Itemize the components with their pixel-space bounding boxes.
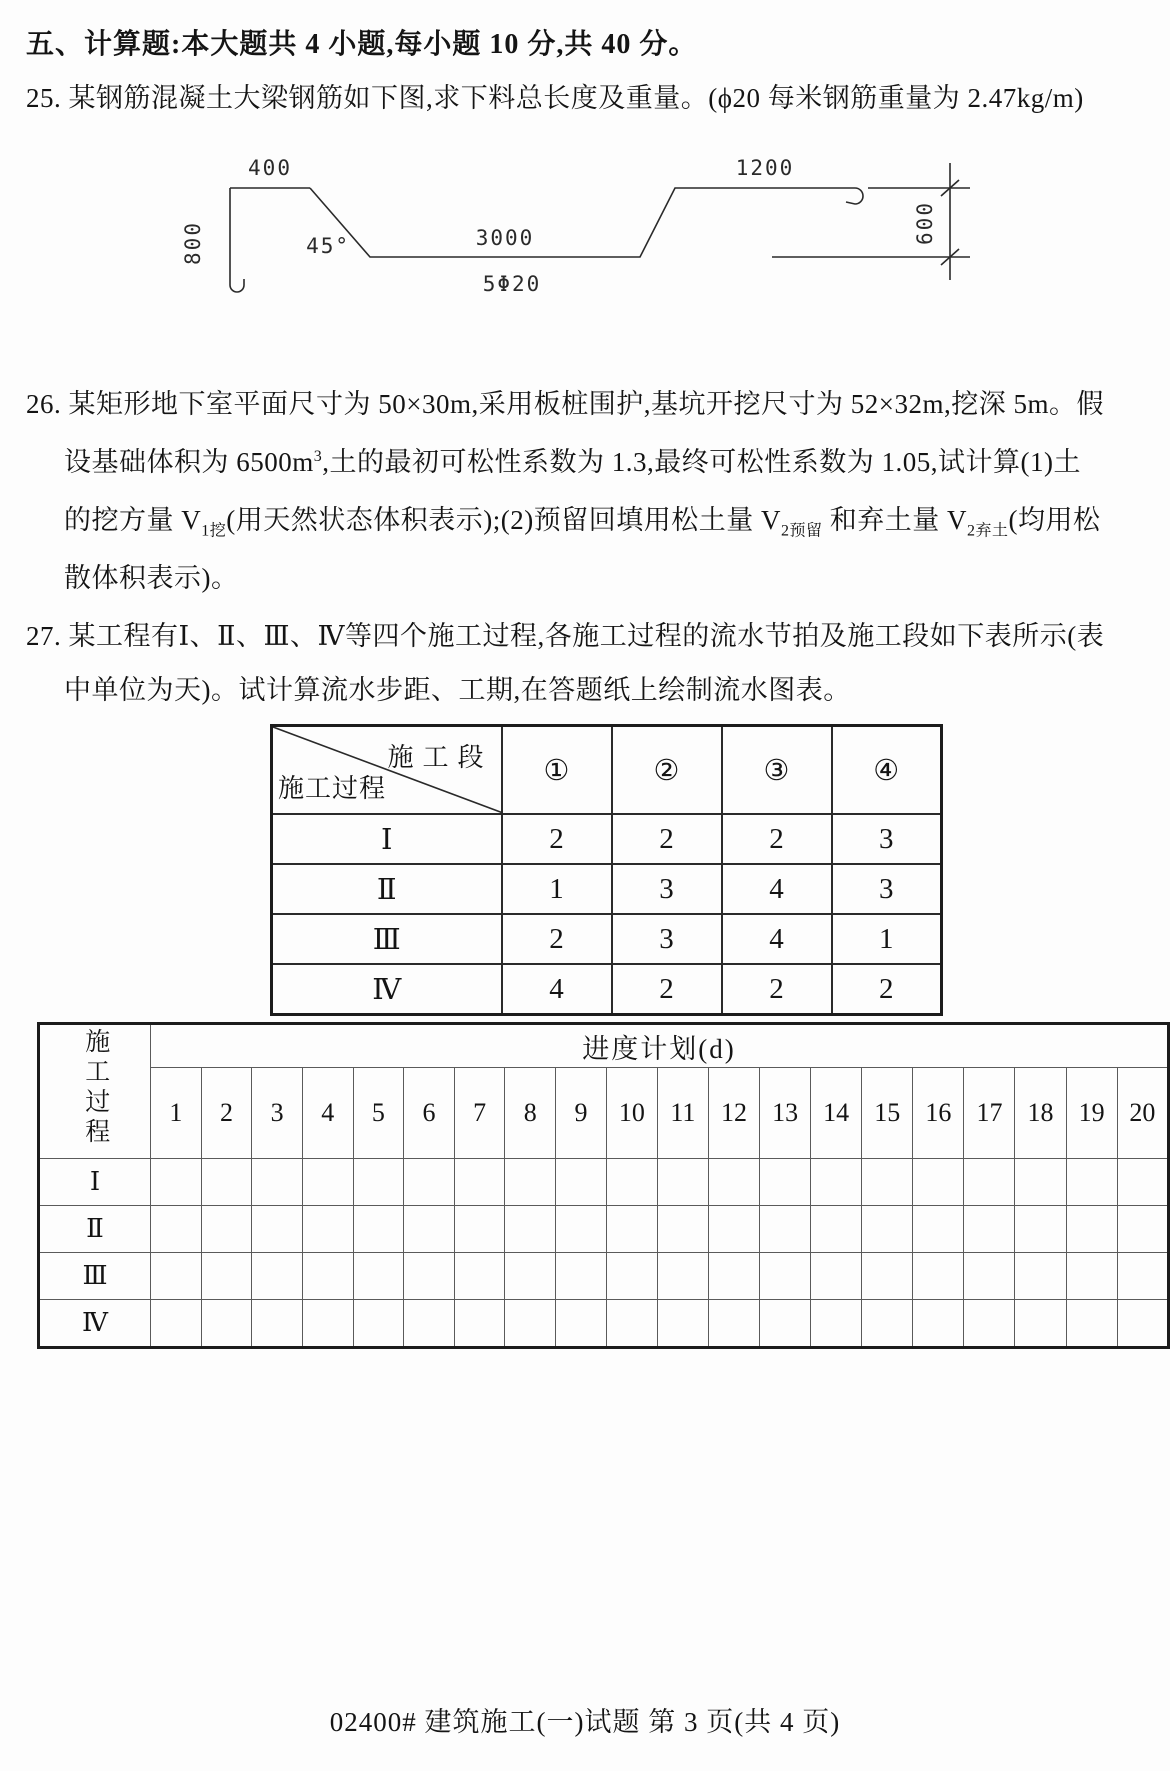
- q26-line3-text-c: 和弃土量 V: [822, 505, 967, 535]
- rhythm-table: [270, 724, 943, 1016]
- schedule-empty-cell: [556, 1206, 607, 1253]
- rhythm-row-label: Ⅱ: [272, 864, 502, 914]
- schedule-empty-cell: [657, 1300, 708, 1348]
- q26-subscript-v1: 1挖: [201, 522, 227, 540]
- q26-line2-text-a: 设基础体积为 6500m: [64, 447, 314, 477]
- schedule-process-header-text: 施工过程: [81, 1028, 109, 1148]
- dim-3000-label: 3000: [475, 226, 535, 250]
- rhythm-value: 2: [832, 964, 942, 1015]
- schedule-empty-cell: [1015, 1253, 1066, 1300]
- schedule-day-header: 20: [1117, 1068, 1168, 1159]
- rhythm-col-header-3: ③: [722, 726, 832, 815]
- schedule-empty-cell: [913, 1159, 964, 1206]
- schedule-empty-cell: [657, 1159, 708, 1206]
- q26-subscript-v2-discard: 2弃土: [967, 522, 1009, 540]
- question-27-line-2: 中单位为天)。试计算流水步距、工期,在答题纸上绘制流水图表。: [64, 675, 851, 705]
- schedule-empty-cell: [505, 1300, 556, 1348]
- schedule-day-header: 6: [404, 1068, 455, 1159]
- question-25-text: 25. 某钢筋混凝土大梁钢筋如下图,求下料总长度及重量。(ϕ20 每米钢筋重量为 2.47kg/m): [26, 83, 1084, 113]
- schedule-row-label: Ⅳ: [39, 1300, 151, 1348]
- schedule-empty-cell: [556, 1253, 607, 1300]
- q26-line3-text-d: (均用松: [1008, 505, 1101, 535]
- schedule-empty-cell: [913, 1253, 964, 1300]
- schedule-empty-cell: [760, 1206, 811, 1253]
- schedule-empty-cell: [1015, 1206, 1066, 1253]
- schedule-empty-cell: [657, 1253, 708, 1300]
- schedule-day-header: 10: [606, 1068, 657, 1159]
- schedule-day-header: 14: [811, 1068, 862, 1159]
- schedule-row-label: Ⅱ: [39, 1206, 151, 1253]
- rebar-left-leg: [230, 188, 244, 292]
- rhythm-row-3: [272, 914, 942, 964]
- section-title: 五、计算题:本大题共 4 小题,每小题 10 分,共 40 分。: [26, 29, 698, 60]
- schedule-empty-cell: [760, 1253, 811, 1300]
- rhythm-col-header-4: ④: [832, 726, 942, 815]
- dim-800-label: 800: [181, 221, 205, 265]
- rhythm-row-label: Ⅰ: [272, 814, 502, 864]
- schedule-day-header: 4: [302, 1068, 353, 1159]
- schedule-empty-cell: [964, 1300, 1015, 1348]
- schedule-empty-cell: [353, 1253, 404, 1300]
- rhythm-col-header-2: ②: [612, 726, 722, 815]
- page-footer: 02400# 建筑施工(一)试题 第 3 页(共 4 页): [329, 1707, 841, 1737]
- schedule-day-header: 18: [1015, 1068, 1066, 1159]
- schedule-grid-row: [39, 1300, 1169, 1348]
- schedule-empty-cell: [964, 1159, 1015, 1206]
- schedule-empty-cell: [811, 1300, 862, 1348]
- rhythm-value: 4: [502, 964, 612, 1015]
- q26-line2-text-b: ,土的最初可松性系数为 1.3,最终可松性系数为 1.05,试计算(1)土: [322, 447, 1081, 477]
- question-26-line-3: [64, 498, 1101, 540]
- rhythm-value: 2: [612, 964, 722, 1015]
- schedule-empty-cell: [1117, 1253, 1168, 1300]
- schedule-empty-cell: [353, 1300, 404, 1348]
- schedule-empty-cell: [201, 1159, 252, 1206]
- schedule-grid-row: [39, 1206, 1169, 1253]
- schedule-empty-cell: [1117, 1300, 1168, 1348]
- schedule-empty-cell: [556, 1300, 607, 1348]
- schedule-empty-cell: [1066, 1159, 1117, 1206]
- schedule-empty-cell: [1066, 1253, 1117, 1300]
- schedule-empty-cell: [811, 1206, 862, 1253]
- rhythm-value: 3: [612, 864, 722, 914]
- rebar-bent-segments: [310, 188, 855, 257]
- schedule-empty-cell: [708, 1159, 759, 1206]
- schedule-day-header: 8: [505, 1068, 556, 1159]
- schedule-empty-cell: [252, 1159, 303, 1206]
- schedule-empty-cell: [964, 1206, 1015, 1253]
- schedule-empty-cell: [1117, 1159, 1168, 1206]
- schedule-empty-cell: [454, 1159, 505, 1206]
- rhythm-col-header-1: ①: [502, 726, 612, 815]
- schedule-empty-cell: [201, 1206, 252, 1253]
- rebar-diagram: [150, 125, 1010, 330]
- schedule-process-header: [39, 1024, 151, 1159]
- schedule-empty-cell: [1015, 1300, 1066, 1348]
- bar-spec-label: 5Φ20: [482, 272, 542, 296]
- rhythm-value: 2: [502, 914, 612, 964]
- schedule-empty-cell: [760, 1159, 811, 1206]
- schedule-table: [37, 1022, 1170, 1349]
- schedule-empty-cell: [505, 1253, 556, 1300]
- schedule-empty-cell: [913, 1206, 964, 1253]
- schedule-empty-cell: [964, 1253, 1015, 1300]
- schedule-empty-cell: [302, 1206, 353, 1253]
- rhythm-row-4: [272, 964, 942, 1015]
- schedule-empty-cell: [201, 1253, 252, 1300]
- schedule-empty-cell: [862, 1206, 913, 1253]
- rhythm-row-label: Ⅲ: [272, 914, 502, 964]
- schedule-empty-cell: [862, 1253, 913, 1300]
- schedule-empty-cell: [708, 1206, 759, 1253]
- schedule-empty-cell: [454, 1300, 505, 1348]
- rhythm-value: 4: [722, 864, 832, 914]
- question-26-line-2: [64, 440, 1081, 479]
- schedule-empty-cell: [505, 1159, 556, 1206]
- schedule-empty-cell: [302, 1253, 353, 1300]
- schedule-empty-cell: [404, 1300, 455, 1348]
- rhythm-row-1: [272, 814, 942, 864]
- schedule-empty-cell: [252, 1300, 303, 1348]
- schedule-empty-cell: [913, 1300, 964, 1348]
- schedule-row-label: Ⅲ: [39, 1253, 151, 1300]
- schedule-empty-cell: [404, 1206, 455, 1253]
- dim-1200-label: 1200: [735, 156, 795, 180]
- rhythm-value: 1: [832, 914, 942, 964]
- schedule-title-row: [39, 1024, 1169, 1068]
- schedule-empty-cell: [556, 1159, 607, 1206]
- schedule-empty-cell: [201, 1300, 252, 1348]
- rhythm-value: 2: [502, 814, 612, 864]
- rebar-right-hook: [846, 188, 863, 204]
- schedule-empty-cell: [151, 1300, 202, 1348]
- schedule-days-row: [39, 1068, 1169, 1159]
- schedule-empty-cell: [606, 1159, 657, 1206]
- schedule-row-label: Ⅰ: [39, 1159, 151, 1206]
- q26-subscript-v2-reserve: 2预留: [780, 522, 823, 540]
- schedule-empty-cell: [811, 1253, 862, 1300]
- schedule-empty-cell: [151, 1159, 202, 1206]
- schedule-empty-cell: [353, 1206, 404, 1253]
- schedule-day-header: 16: [913, 1068, 964, 1159]
- schedule-empty-cell: [1066, 1206, 1117, 1253]
- rhythm-value: 1: [502, 864, 612, 914]
- rhythm-row-2: [272, 864, 942, 914]
- schedule-empty-cell: [404, 1159, 455, 1206]
- schedule-day-header: 12: [708, 1068, 759, 1159]
- rhythm-value: 3: [832, 864, 942, 914]
- schedule-grid-row: [39, 1159, 1169, 1206]
- schedule-empty-cell: [151, 1206, 202, 1253]
- rhythm-header-row: [272, 726, 942, 815]
- schedule-day-header: 2: [201, 1068, 252, 1159]
- rhythm-corner-cell: [272, 726, 502, 815]
- q26-line3-text-a: 的挖方量 V: [64, 505, 202, 535]
- q26-cubic-superscript: 3: [313, 448, 323, 465]
- schedule-empty-cell: [606, 1206, 657, 1253]
- rhythm-value: 2: [722, 814, 832, 864]
- schedule-empty-cell: [708, 1300, 759, 1348]
- question-26-line-1: 26. 某矩形地下室平面尺寸为 50×30m,采用板桩围护,基坑开挖尺寸为 52×32m,挖深 5m。假: [26, 389, 1104, 419]
- schedule-empty-cell: [606, 1253, 657, 1300]
- schedule-empty-cell: [302, 1159, 353, 1206]
- schedule-empty-cell: [454, 1253, 505, 1300]
- schedule-empty-cell: [760, 1300, 811, 1348]
- schedule-day-header: 9: [556, 1068, 607, 1159]
- dim-45deg-label: 45°: [306, 234, 350, 258]
- dim-600-label: 600: [913, 201, 937, 245]
- corner-label-processes: 施工过程: [278, 774, 387, 803]
- q26-line3-text-b: (用天然状态体积表示);(2)预留回填用松土量 V: [226, 505, 781, 535]
- schedule-day-header: 3: [252, 1068, 303, 1159]
- schedule-empty-cell: [606, 1300, 657, 1348]
- schedule-empty-cell: [811, 1159, 862, 1206]
- schedule-empty-cell: [252, 1206, 303, 1253]
- schedule-empty-cell: [862, 1300, 913, 1348]
- corner-label-segments: 施工段: [387, 743, 493, 772]
- schedule-day-header: 11: [657, 1068, 708, 1159]
- schedule-day-header: 15: [862, 1068, 913, 1159]
- schedule-empty-cell: [505, 1206, 556, 1253]
- schedule-day-header: 1: [151, 1068, 202, 1159]
- schedule-empty-cell: [252, 1253, 303, 1300]
- question-26-line-4: 散体积表示)。: [64, 563, 239, 593]
- schedule-empty-cell: [302, 1300, 353, 1348]
- question-27-line-1: 27. 某工程有Ⅰ、Ⅱ、Ⅲ、Ⅳ等四个施工过程,各施工过程的流水节拍及施工段如下表所示(表: [26, 621, 1105, 651]
- schedule-empty-cell: [862, 1159, 913, 1206]
- schedule-empty-cell: [1066, 1300, 1117, 1348]
- schedule-empty-cell: [151, 1253, 202, 1300]
- schedule-day-header: 13: [760, 1068, 811, 1159]
- schedule-empty-cell: [1117, 1206, 1168, 1253]
- rhythm-value: 2: [612, 814, 722, 864]
- schedule-empty-cell: [657, 1206, 708, 1253]
- schedule-day-header: 5: [353, 1068, 404, 1159]
- rhythm-value: 2: [722, 964, 832, 1015]
- rhythm-row-label: Ⅳ: [272, 964, 502, 1015]
- schedule-empty-cell: [353, 1159, 404, 1206]
- rhythm-value: 4: [722, 914, 832, 964]
- dim-400-label: 400: [248, 156, 292, 180]
- schedule-grid-row: [39, 1253, 1169, 1300]
- schedule-day-header: 7: [454, 1068, 505, 1159]
- rhythm-value: 3: [612, 914, 722, 964]
- schedule-day-header: 17: [964, 1068, 1015, 1159]
- schedule-day-header: 19: [1066, 1068, 1117, 1159]
- schedule-empty-cell: [454, 1206, 505, 1253]
- schedule-empty-cell: [1015, 1159, 1066, 1206]
- rhythm-value: 3: [832, 814, 942, 864]
- schedule-empty-cell: [404, 1253, 455, 1300]
- schedule-title: 进度计划(d): [151, 1024, 1169, 1068]
- schedule-empty-cell: [708, 1253, 759, 1300]
